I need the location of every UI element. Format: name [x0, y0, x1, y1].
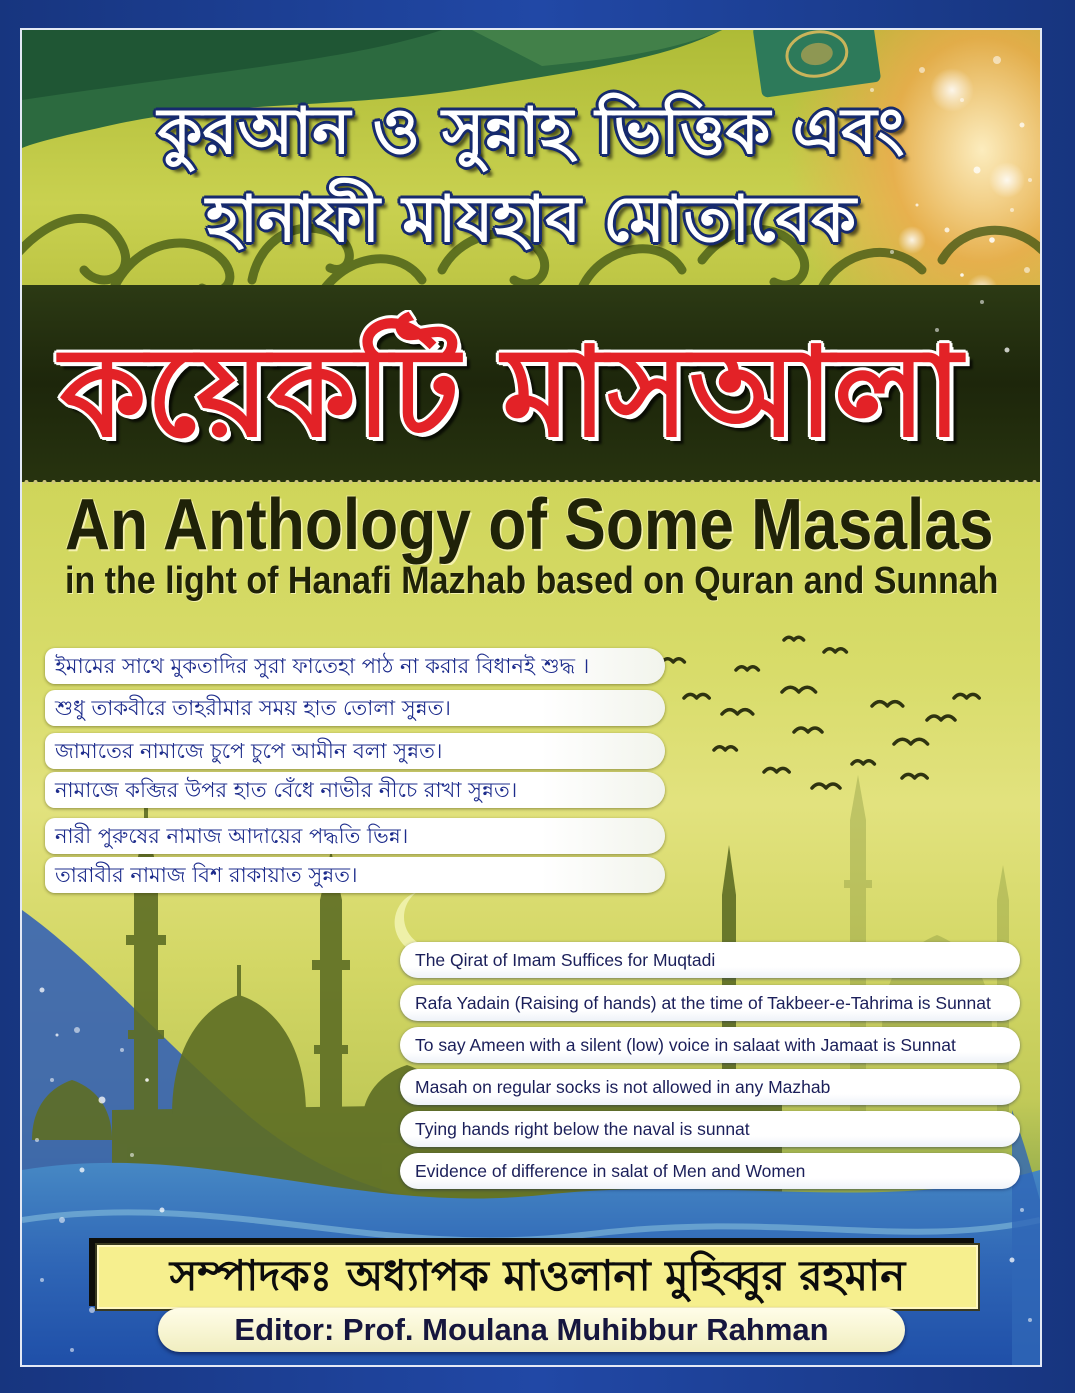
sparkle	[40, 988, 45, 993]
sparkle	[160, 1208, 165, 1213]
bengali-point	[45, 772, 665, 808]
bird	[714, 747, 736, 750]
minaret-balcony	[312, 960, 350, 970]
subtitle-english-container	[65, 560, 1010, 604]
subtitle-english: in the light of Hanafi Mazhab based on Quran and Sunnah	[65, 560, 999, 602]
bird	[794, 728, 822, 732]
sparkle	[919, 67, 925, 73]
english-point-text: Rafa Yadain (Raising of hands) at the time of Takbeer-e-Tahrima is Sunnat	[415, 993, 991, 1013]
english-point	[400, 1069, 1020, 1105]
sparkle	[70, 1348, 74, 1352]
bengali-point-text: জামাতের নামাজে চুপে চুপে আমীন বলা সুন্নত।	[55, 739, 443, 763]
bird	[812, 784, 840, 788]
sparkle	[56, 1034, 59, 1037]
sparkle	[1028, 1318, 1032, 1322]
bird-flock	[662, 637, 979, 788]
english-point-text: Masah on regular socks is not allowed in any Mazhab	[415, 1077, 831, 1097]
minaret-balcony	[314, 1045, 348, 1054]
sparkle	[993, 56, 1001, 64]
heading-line-2: হানাফী মাযহাব মোতাবেক	[205, 183, 857, 257]
bead-border	[22, 477, 1040, 485]
minaret-balcony	[844, 880, 872, 888]
english-point-text: Tying hands right below the naval is sunnat	[415, 1119, 750, 1139]
title-english: An Anthology of Some Masalas	[65, 487, 994, 565]
editor-english: Editor: Prof. Moulana Muhibbur Rahman	[234, 1312, 829, 1347]
sparkle	[145, 1078, 149, 1082]
bird	[954, 694, 979, 698]
minaret-cone	[850, 775, 866, 820]
bird	[902, 774, 927, 778]
editor-bengali-box	[95, 1243, 980, 1311]
sparkle	[1024, 267, 1030, 273]
bengali-point-text: নামাজে কব্জির উপর হাত বেঁধে নাভীর নীচে রাখা সুন্নত।	[55, 778, 518, 802]
bengali-point	[45, 857, 665, 893]
dome-finial	[237, 965, 241, 997]
bird	[852, 761, 874, 764]
title-bengali: কয়েকটি মাসআলা	[59, 321, 963, 465]
title-english-container	[65, 487, 1010, 565]
sparkle	[130, 1153, 134, 1157]
dome	[172, 995, 306, 1115]
editor-english-pill	[158, 1308, 905, 1352]
editor-bengali: সম্পাদকঃ অধ্যাপক মাওলানা মুহিব্বুর রহমান	[169, 1251, 906, 1300]
sparkle	[99, 1097, 106, 1104]
sparkle	[980, 300, 984, 304]
english-point-text: To say Ameen with a silent (low) voice in salaat with Jamaat is Sunnat	[415, 1035, 956, 1055]
heading-line-1: কুরআন ও সুন্নাহ ভিত্তিক এবং	[157, 95, 905, 169]
bird	[782, 687, 816, 692]
sparkle	[1020, 1208, 1024, 1212]
english-point	[400, 1153, 1020, 1189]
bird	[736, 667, 758, 670]
bengali-point-text: ইমামের সাথে মুকতাদির সুরা ফাতেহা পাঠ না করার বিধানই শুদ্ধ ।	[55, 654, 590, 678]
english-point	[400, 1027, 1020, 1063]
minaret-cone	[722, 845, 736, 895]
bird	[824, 649, 846, 652]
bengali-point	[45, 690, 665, 726]
sparkle	[50, 1078, 54, 1082]
bengali-point-text: তারাবীর নামাজ বিশ রাকায়াত সুন্নত।	[55, 863, 358, 887]
sparkle	[115, 1238, 119, 1242]
bird	[662, 659, 684, 662]
bird	[894, 739, 928, 744]
minaret-balcony	[128, 1030, 164, 1039]
sparkle	[80, 1168, 85, 1173]
bird	[684, 694, 709, 698]
english-point	[400, 985, 1020, 1021]
bird	[784, 637, 804, 640]
sparkle	[960, 273, 964, 277]
english-point-text: The Qirat of Imam Suffices for Muqtadi	[415, 950, 716, 970]
sparkle	[120, 1048, 124, 1052]
sparkle	[59, 1217, 65, 1223]
sparkle	[40, 1278, 44, 1282]
sparkle	[74, 1027, 80, 1033]
bird	[722, 710, 753, 714]
minaret-balcony	[126, 935, 166, 945]
bengali-point	[45, 818, 665, 854]
bengali-point-text: নারী পুরুষের নামাজ আদায়ের পদ্ধতি ভিন্ন।	[55, 824, 409, 848]
minaret	[134, 875, 158, 1205]
bengali-point-text: শুধু তাকবীরে তাহরীমার সময় হাত তোলা সুন্নত।	[55, 696, 451, 720]
english-points-list	[400, 942, 1020, 1192]
bird	[764, 768, 789, 772]
bengali-point	[45, 648, 665, 684]
bengali-points-list	[45, 648, 665, 898]
bengali-point	[45, 733, 665, 769]
book-cover	[22, 30, 1040, 1365]
english-point-text: Evidence of difference in salat of Men and Women	[415, 1161, 806, 1181]
bird	[872, 702, 903, 706]
sparkle	[1010, 1258, 1015, 1263]
minaret-cone	[997, 865, 1009, 900]
sparkle	[35, 1138, 39, 1142]
english-point	[400, 942, 1020, 978]
english-point	[400, 1111, 1020, 1147]
bird	[927, 716, 955, 720]
